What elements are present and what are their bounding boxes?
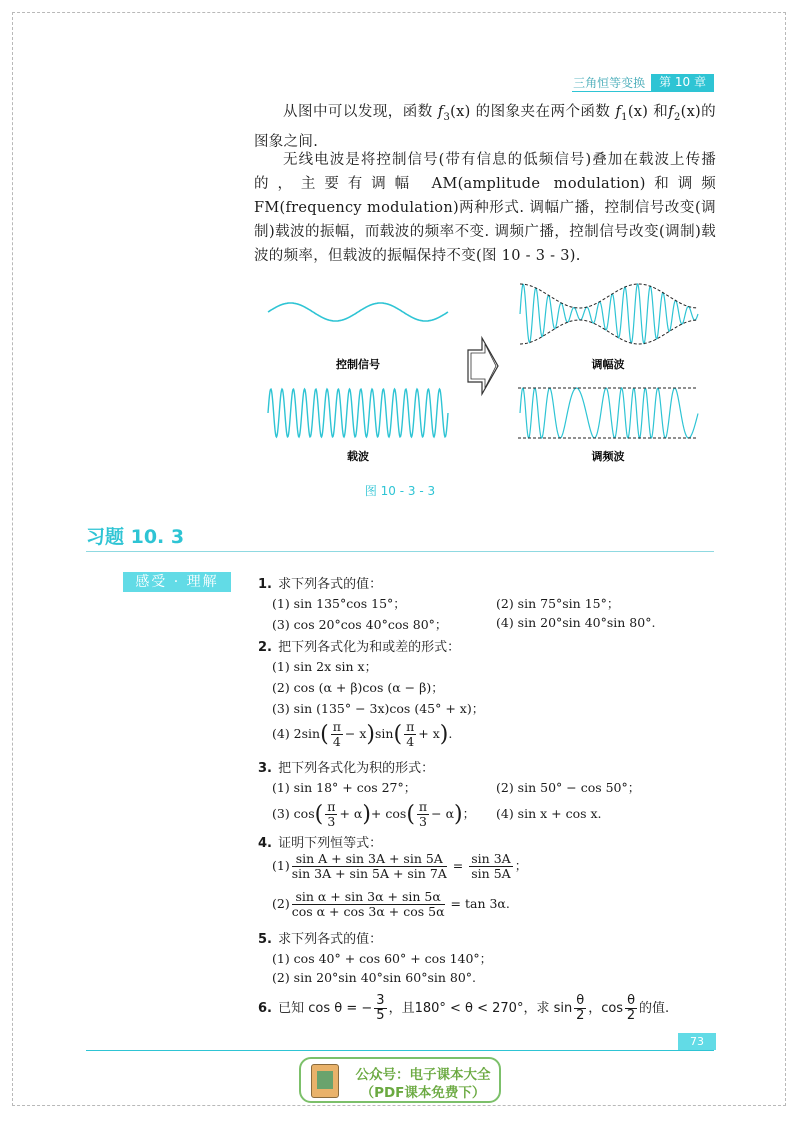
- text: − x: [344, 726, 367, 741]
- question-number: 1.: [258, 577, 272, 592]
- q3-item-1: (1) sin 18° + cos 27°；: [272, 780, 417, 795]
- fm-label: 调频波: [591, 450, 625, 463]
- question-number: 3.: [258, 761, 272, 776]
- page-number: 73: [678, 1033, 716, 1050]
- text: ，且180° < θ < 270°，求 sin: [388, 1001, 573, 1016]
- numerator: π: [418, 799, 428, 814]
- fraction: [331, 720, 343, 749]
- q1-item-2: (2) sin 75°sin 15°；: [496, 596, 620, 611]
- question-5: [258, 928, 382, 947]
- text: 已知 cos θ = −: [278, 1001, 373, 1016]
- text: f: [668, 104, 674, 120]
- text: 从图中可以发现，函数: [283, 104, 438, 120]
- header-chapter-number: 第 10 章: [651, 74, 714, 91]
- paren: ): [454, 802, 463, 827]
- numerator: 3: [376, 993, 385, 1008]
- q5-item-1: (1) cos 40° + cos 60° + cos 140°；: [272, 951, 493, 966]
- denominator: 3: [419, 814, 427, 829]
- am-label: 调幅波: [591, 358, 625, 371]
- denominator: 2: [626, 1008, 636, 1023]
- fraction: [404, 720, 416, 749]
- question-number: 6.: [258, 1001, 272, 1016]
- q2-item-4: [272, 720, 452, 749]
- question-text: 求下列各式的值：: [278, 577, 383, 592]
- q1-item-4: (4) sin 20°sin 40°sin 80°.: [496, 615, 656, 630]
- numerator: sin 3A: [471, 851, 511, 866]
- running-header: [567, 74, 714, 91]
- text: =: [452, 858, 464, 873]
- q2-item-2: (2) cos (α + β)cos (α − β)；: [272, 680, 444, 695]
- fraction: [325, 800, 337, 829]
- numerator: θ: [627, 993, 636, 1008]
- text: ，cos: [588, 1001, 624, 1016]
- control-signal-label: 控制信号: [336, 358, 380, 371]
- paren: (: [406, 802, 415, 827]
- text: 3: [443, 111, 451, 123]
- q5-item-2: (2) sin 20°sin 40°sin 60°sin 80°.: [272, 970, 477, 985]
- q4-item-1: [272, 852, 527, 881]
- text: − α: [431, 806, 455, 821]
- watermark-badge: [299, 1057, 501, 1103]
- numerator: sin α + sin 3α + sin 5α: [292, 890, 445, 905]
- question-number: 2.: [258, 640, 272, 655]
- paren: (: [393, 722, 403, 747]
- text: .: [448, 726, 453, 741]
- text: (3) cos: [272, 806, 315, 821]
- exercise-rule: [86, 551, 714, 552]
- q2-item-3: (3) sin (135° − 3x)cos (45° + x)；: [272, 701, 485, 716]
- header-chapter-title: 三角恒等变换: [573, 76, 646, 90]
- q4-item-2: [272, 890, 510, 919]
- numerator: sin A + sin 3A + sin 5A: [292, 852, 447, 867]
- denominator: 4: [406, 734, 415, 749]
- paren: ): [439, 722, 449, 747]
- book-logo-icon: [311, 1064, 339, 1098]
- text: sin: [375, 726, 394, 741]
- question-text: 求下列各式的值：: [278, 932, 383, 947]
- fraction: [625, 994, 637, 1023]
- text: = tan 3α.: [450, 896, 510, 911]
- fraction: [417, 800, 429, 829]
- fraction: [374, 994, 386, 1023]
- carrier-wave: [268, 389, 448, 437]
- question-3: [258, 757, 434, 776]
- text: 2: [673, 111, 681, 123]
- question-2: [258, 636, 460, 655]
- text: (1): [272, 858, 290, 873]
- q3-item-4: (4) sin x + cos x.: [496, 806, 602, 821]
- q3-item-2: (2) sin 50° − cos 50°；: [496, 780, 641, 795]
- question-number: 5.: [258, 932, 272, 947]
- text: ；: [514, 858, 528, 873]
- question-text: 把下列各式化为积的形式：: [278, 761, 435, 776]
- q1-item-3: (3) cos 20°cos 40°cos 80°；: [272, 617, 448, 632]
- footer-rule: [86, 1050, 714, 1051]
- paren: (: [314, 802, 324, 827]
- denominator: sin 5A: [471, 866, 511, 881]
- text: 的值.: [639, 1001, 670, 1016]
- intro-paragraph-1: [254, 100, 716, 154]
- header-rule: [572, 91, 714, 92]
- intro-paragraph-2: 无线电波是将控制信号(带有信息的低频信号)叠加在载波上传播的，主要有调幅 AM(amplitude modulation)和调频 FM(frequency modulation)两种形式. 调幅广播，控制信号改变(调制)载波的振幅，而载波的频率不变. 调频广播，控制信号改变(调制)载波的频率，但载波的振幅保持不变(图 10 - 3 - 3).: [254, 152, 716, 264]
- fraction: [292, 890, 445, 919]
- denominator: 2: [576, 1008, 585, 1023]
- paren: ): [366, 722, 376, 747]
- watermark-line-1: 公众号：电子课本大全: [355, 1067, 491, 1083]
- fraction: [574, 994, 586, 1023]
- fm-wave: [520, 388, 698, 438]
- text: + x: [418, 726, 440, 741]
- numerator: π: [332, 719, 341, 734]
- text: + cos: [370, 806, 407, 821]
- denominator: 4: [332, 734, 341, 749]
- numerator: π: [406, 719, 415, 734]
- q1-item-1: (1) sin 135°cos 15°；: [272, 596, 406, 611]
- question-6: [258, 994, 669, 1023]
- question-number: 4.: [258, 836, 272, 851]
- text: (x) 的图象夹在两个函数: [450, 104, 616, 120]
- question-1: [258, 573, 382, 592]
- control-signal-wave: [268, 303, 448, 321]
- denominator: 5: [376, 1008, 385, 1023]
- modulation-figure: [258, 276, 718, 476]
- watermark-line-2: （PDF课本免费下）: [360, 1085, 486, 1101]
- text: (x) 和: [627, 104, 669, 120]
- right-arrow-icon: [468, 338, 498, 394]
- numerator: θ: [576, 993, 585, 1008]
- numerator: π: [327, 799, 336, 814]
- am-wave: [520, 284, 698, 343]
- q3-item-3: [272, 800, 475, 829]
- paren: (: [320, 722, 329, 747]
- denominator: sin 3A + sin 5A + sin 7A: [291, 866, 447, 881]
- question-text: 证明下列恒等式：: [278, 836, 383, 851]
- fraction: [469, 852, 512, 881]
- figure-caption: 图 10 - 3 - 3: [364, 484, 436, 498]
- text: f: [615, 104, 622, 120]
- text: 1: [621, 111, 628, 123]
- text: ；: [462, 806, 476, 821]
- text: f: [437, 104, 444, 120]
- exercise-title: 习题 10. 3: [86, 526, 185, 548]
- section-badge: 感受 · 理解: [123, 572, 231, 592]
- question-4: [258, 832, 382, 851]
- text: + α: [339, 806, 363, 821]
- carrier-label: 载波: [347, 450, 369, 463]
- paren: ): [362, 802, 371, 827]
- q2-item-1: (1) sin 2x sin x；: [272, 659, 378, 674]
- question-text: 把下列各式化为和或差的形式：: [278, 640, 461, 655]
- denominator: cos α + cos 3α + cos 5α: [291, 904, 445, 919]
- denominator: 3: [327, 814, 336, 829]
- text: (2): [272, 896, 290, 911]
- text: (4) 2sin: [272, 726, 321, 741]
- text: (x)的图象之间.: [254, 104, 716, 150]
- fraction: [292, 852, 447, 881]
